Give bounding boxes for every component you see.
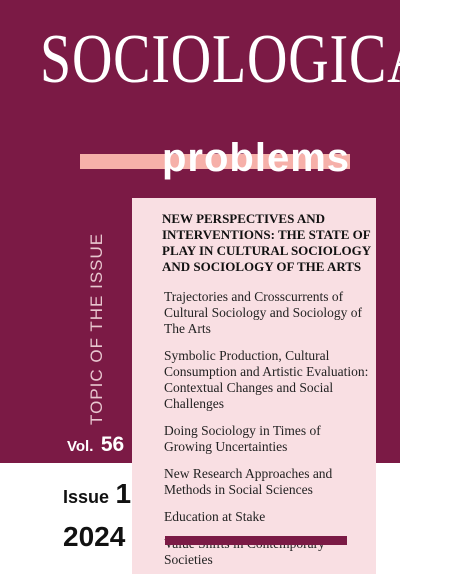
volume-number: 56	[100, 433, 125, 456]
toc-item: New Research Approaches and Methods in Social Sciences	[164, 466, 333, 497]
bottom-accent-bar	[165, 536, 347, 545]
toc-item: Symbolic Production, Cultural Consumption and Artistic Evaluation: Contextual Changes and Social Challenges	[164, 348, 369, 411]
issue-label: Issue	[63, 487, 110, 507]
toc-item: Societies	[164, 552, 213, 567]
journal-subtitle: problems	[162, 136, 351, 180]
toc-item: Doing Sociology in Times of Growing Uncertainties	[164, 423, 321, 454]
issue-info	[63, 478, 131, 510]
toc-item: Trajectories and Crosscurrents of Cultural Sociology and Sociology of The Arts	[164, 289, 362, 336]
volume-label: Vol.	[67, 438, 94, 455]
topic-of-the-issue-label: TOPIC OF THE ISSUE	[87, 232, 106, 425]
toc-item: Education at Stake	[164, 509, 266, 524]
issue-topic-title: NEW PERSPECTIVES AND INTERVENTIONS: THE STATE OF PLAY IN CULTURAL SOCIOLOGY AND SOCIOLOGY OF THE ARTS	[162, 211, 371, 274]
volume-info	[67, 433, 124, 457]
issue-year: 2024	[63, 521, 126, 552]
issue-number: 1	[115, 478, 132, 509]
journal-title: SOCIOLOGICAL	[40, 21, 463, 98]
